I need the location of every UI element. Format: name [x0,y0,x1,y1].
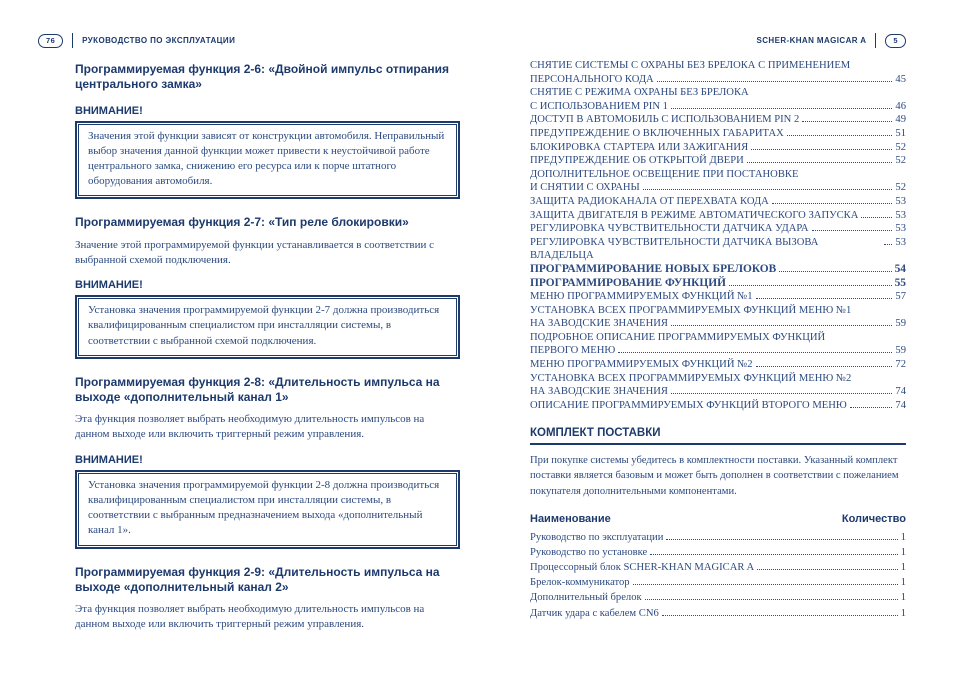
toc-page-number: 46 [895,100,906,112]
toc-entry-title: РЕГУЛИРОВКА ЧУВСТВИТЕЛЬНОСТИ ДАТЧИКА УДАРА [530,223,809,235]
toc-dotted-leader [884,244,892,245]
toc-page-number: 59 [895,318,906,330]
kit-item-name: Дополнительный брелок [530,592,642,604]
toc-dotted-leader [812,230,893,231]
toc-page-number: 74 [895,386,906,398]
toc-entry [530,331,906,358]
toc-entry-title: ПРЕДУПРЕЖДЕНИЕ О ВКЛЮЧЕННЫХ ГАБАРИТАХ [530,127,784,139]
toc-entry [530,86,906,113]
toc-entry [530,195,906,209]
toc-entry [530,209,906,223]
toc-entry-title: ПЕРСОНАЛЬНОГО КОДА [530,73,654,85]
warning-text-2-7: Установка значения программируемой функции 2-7 должна производиться квалифицированным специалистом при инсталляции системы, в соответствии с выбранной схемой подключения. [78,298,457,356]
toc-page-number: 53 [895,236,906,248]
toc-page-number: 59 [895,345,906,357]
toc-entry-title: РЕГУЛИРОВКА ЧУВСТВИТЕЛЬНОСТИ ДАТЧИКА ВЫЗОВА ВЛАДЕЛЬЦА [530,236,819,262]
toc-page-number: 52 [895,155,906,167]
toc-entry [530,141,906,155]
warning-text-2-6: Значения этой функции зависят от конструкции автомобиля. Неправильный выбор значения данной функции может привести к неустойчивой работе центрального замка, снижению его ресурса или к порче штатного оборудования автомобиля. [78,124,457,197]
warning-box-2-8 [75,470,460,549]
toc-entry [530,290,906,304]
toc-page-number: 72 [895,359,906,371]
kit-col-name: Наименование [530,512,611,525]
toc-dotted-leader [643,189,893,190]
left-page [38,33,462,638]
toc-entry-title-line: СНЯТИЕ С РЕЖИМА ОХРАНЫ БЕЗ БРЕЛОКА [530,87,749,99]
kit-item-quantity: 1 [900,561,906,573]
toc-dotted-leader [671,393,892,394]
toc-entry-title: ДОСТУП В АВТОМОБИЛЬ С ИСПОЛЬЗОВАНИЕМ PIN 2 [530,114,800,126]
toc-entry-title: С ИСПОЛЬЗОВАНИЕМ PIN 1 [530,100,668,112]
toc-entry [530,127,906,141]
toc-dotted-leader [671,108,892,109]
toc-entry-title: ПРЕДУПРЕЖДЕНИЕ ОБ ОТКРЫТОЙ ДВЕРИ [530,155,744,167]
toc-dotted-leader [618,352,892,353]
kit-dotted-leader [757,569,898,570]
toc-entry-title: ПРОГРАММИРОВАНИЕ НОВЫХ БРЕЛОКОВ [530,262,777,275]
warning-text-2-8: Установка значения программируемой функции 2-8 должна производиться квалифицированным специалистом при инсталляции системы, в соответствии с выбранным предназначением выхода «дополнительный канал 1». [78,473,457,546]
toc-dotted-leader [787,135,893,136]
kit-item-row [530,545,906,560]
toc-dotted-leader [751,149,892,150]
toc-dotted-leader [861,217,892,218]
toc-dotted-leader [802,121,892,122]
toc-dotted-leader [747,162,893,163]
toc-dotted-leader [657,81,893,82]
kit-dotted-leader [662,615,898,616]
function-2-8-title: Программируемая функция 2-8: «Длительность импульса на выходе «дополнительный канал 1» [75,374,440,405]
toc-page-number: 52 [895,141,906,153]
toc-dotted-leader [756,298,893,299]
toc-page-number: 55 [894,276,906,289]
toc-entry-title: МЕНЮ ПРОГРАММИРУЕМЫХ ФУНКЦИЙ №1 [530,291,753,303]
toc-entry [530,59,906,86]
function-2-7-body: Значение этой программируемой функции устанавливается в соответствии с выбранной схемой подключения. [75,238,435,266]
kit-item-row [530,575,906,590]
attention-label-3: ВНИМАНИЕ! [75,453,143,466]
toc-entry [530,358,906,372]
toc-dotted-leader [756,366,893,367]
kit-item-row [530,606,906,621]
function-2-9-title: Программируемая функция 2-9: «Длительность импульса на выходе «дополнительный канал 2» [75,564,440,594]
toc-page-number: 45 [895,73,906,85]
toc-entry-title: ПЕРВОГО МЕНЮ [530,345,616,357]
kit-table-header [530,513,906,525]
toc-entry [530,263,906,277]
kit-item-row [530,530,906,545]
toc-entry-title-line: ДОПОЛНИТЕЛЬНОЕ ОСВЕЩЕНИЕ ПРИ ПОСТАНОВКЕ [530,168,799,180]
right-page [530,33,906,621]
toc-entry [530,277,906,291]
toc-entry-title-line: УСТАНОВКА ВСЕХ ПРОГРАММИРУЕМЫХ ФУНКЦИЙ МЕНЮ №2 [530,372,852,384]
toc-entry [530,154,906,168]
kit-item-name: Процессорный блок SCHER-KHAN MAGICAR A [530,561,755,573]
toc-entry-title: НА ЗАВОДСКИЕ ЗНАЧЕНИЯ [530,318,668,330]
kit-item-quantity: 1 [900,577,906,589]
left-page-number-badge: 76 [38,34,63,48]
right-page-header [530,33,906,48]
toc-entry-title-line: УСТАНОВКА ВСЕХ ПРОГРАММИРУЕМЫХ ФУНКЦИЙ МЕНЮ №1 [530,304,852,316]
attention-label-1: ВНИМАНИЕ! [75,104,143,117]
kit-item-name: Руководство по эксплуатации [530,531,664,543]
toc-dotted-leader [772,203,893,204]
toc-page-number: 53 [895,195,906,207]
toc-entry [530,372,906,399]
toc-page-number: 51 [895,127,906,139]
function-2-9-body: Эта функция позволяет выбрать необходимую длительность импульсов на данном выходе или включить триггерный режим управления. [75,603,425,631]
toc-dotted-leader [729,285,892,286]
toc-page-number: 74 [895,399,906,411]
left-header-label: РУКОВОДСТВО ПО ЭКСПЛУАТАЦИИ [82,36,236,45]
toc-page-number: 53 [895,223,906,235]
toc-entry-title: НА ЗАВОДСКИЕ ЗНАЧЕНИЯ [530,386,668,398]
attention-label-2: ВНИМАНИЕ! [75,279,143,292]
function-2-7-title: Программируемая функция 2-7: «Тип реле блокировки» [75,215,409,230]
toc-entry [530,113,906,127]
toc-entry [530,168,906,195]
toc-entry-title-line: ПОДРОБНОЕ ОПИСАНИЕ ПРОГРАММИРУЕМЫХ ФУНКЦИЙ [530,331,826,343]
toc-entry [530,304,906,331]
kit-item-row [530,560,906,575]
toc-page-number: 49 [895,114,906,126]
kit-dotted-leader [633,584,898,585]
left-page-content [75,62,460,632]
kit-intro-paragraph: При покупке системы убедитесь в комплектности поставки. Указанный комплект поставки является базовым и может быть дополнен в соответствии с пожеланием покупателя дополнительными компонентами. [530,455,899,497]
header-divider [875,33,876,48]
kit-dotted-leader [666,539,897,540]
toc-entry [530,399,906,413]
right-header-label: SCHER-KHAN MAGICAR A [756,36,867,45]
toc-entry-title: ОПИСАНИЕ ПРОГРАММИРУЕМЫХ ФУНКЦИЙ ВТОРОГО МЕНЮ [530,399,847,411]
kit-col-quantity: Количество [841,512,906,525]
toc-dotted-leader [850,407,893,408]
kit-items-list [530,530,906,621]
toc-dotted-leader [671,325,892,326]
toc-entry-title: ЗАЩИТА РАДИОКАНАЛА ОТ ПЕРЕХВАТА КОДА [530,195,769,207]
function-2-8-body: Эта функция позволяет выбрать необходимую длительность импульсов на данном выходе или включить триггерный режим управления. [75,413,425,441]
kit-item-name: Руководство по установке [530,546,648,558]
toc-page-number: 52 [895,182,906,194]
kit-item-quantity: 1 [900,607,906,619]
kit-dotted-leader [645,599,898,600]
right-page-number-badge: 5 [885,34,906,48]
toc-entry-title: ЗАЩИТА ДВИГАТЕЛЯ В РЕЖИМЕ АВТОМАТИЧЕСКОГО ЗАПУСКА [530,209,859,221]
warning-box-2-7 [75,295,460,359]
function-2-6-title: Программируемая функция 2-6: «Двойной импульс отпирания центрального замка» [75,62,450,92]
toc-entry-title: И СНЯТИИ С ОХРАНЫ [530,182,640,194]
kit-dotted-leader [650,554,897,555]
toc-entry [530,236,906,263]
kit-item-quantity: 1 [900,546,906,558]
toc-page-number: 54 [894,262,906,275]
warning-box-2-6 [75,121,460,200]
header-divider [72,33,73,48]
toc-entry-title-line: СНЯТИЕ СИСТЕМЫ С ОХРАНЫ БЕЗ БРЕЛОКА С ПРИМЕНЕНИЕМ [530,60,851,71]
toc-entry [530,222,906,236]
toc-entry-title: ПРОГРАММИРОВАНИЕ ФУНКЦИЙ [530,276,726,289]
left-page-header [38,33,462,48]
toc-dotted-leader [779,271,891,272]
kit-item-quantity: 1 [900,531,906,543]
kit-item-name: Брелок-коммуникатор [530,577,630,589]
kit-item-quantity: 1 [900,592,906,604]
toc-entry-title: МЕНЮ ПРОГРАММИРУЕМЫХ ФУНКЦИЙ №2 [530,359,753,371]
kit-item-name: Датчик удара с кабелем CN6 [530,607,659,619]
kit-item-row [530,590,906,605]
toc-page-number: 53 [895,209,906,221]
toc-entry-title: БЛОКИРОВКА СТАРТЕРА ИЛИ ЗАЖИГАНИЯ [530,141,749,153]
kit-section-heading: КОМПЛЕКТ ПОСТАВКИ [530,427,906,445]
table-of-contents [530,59,906,412]
toc-page-number: 57 [895,291,906,303]
